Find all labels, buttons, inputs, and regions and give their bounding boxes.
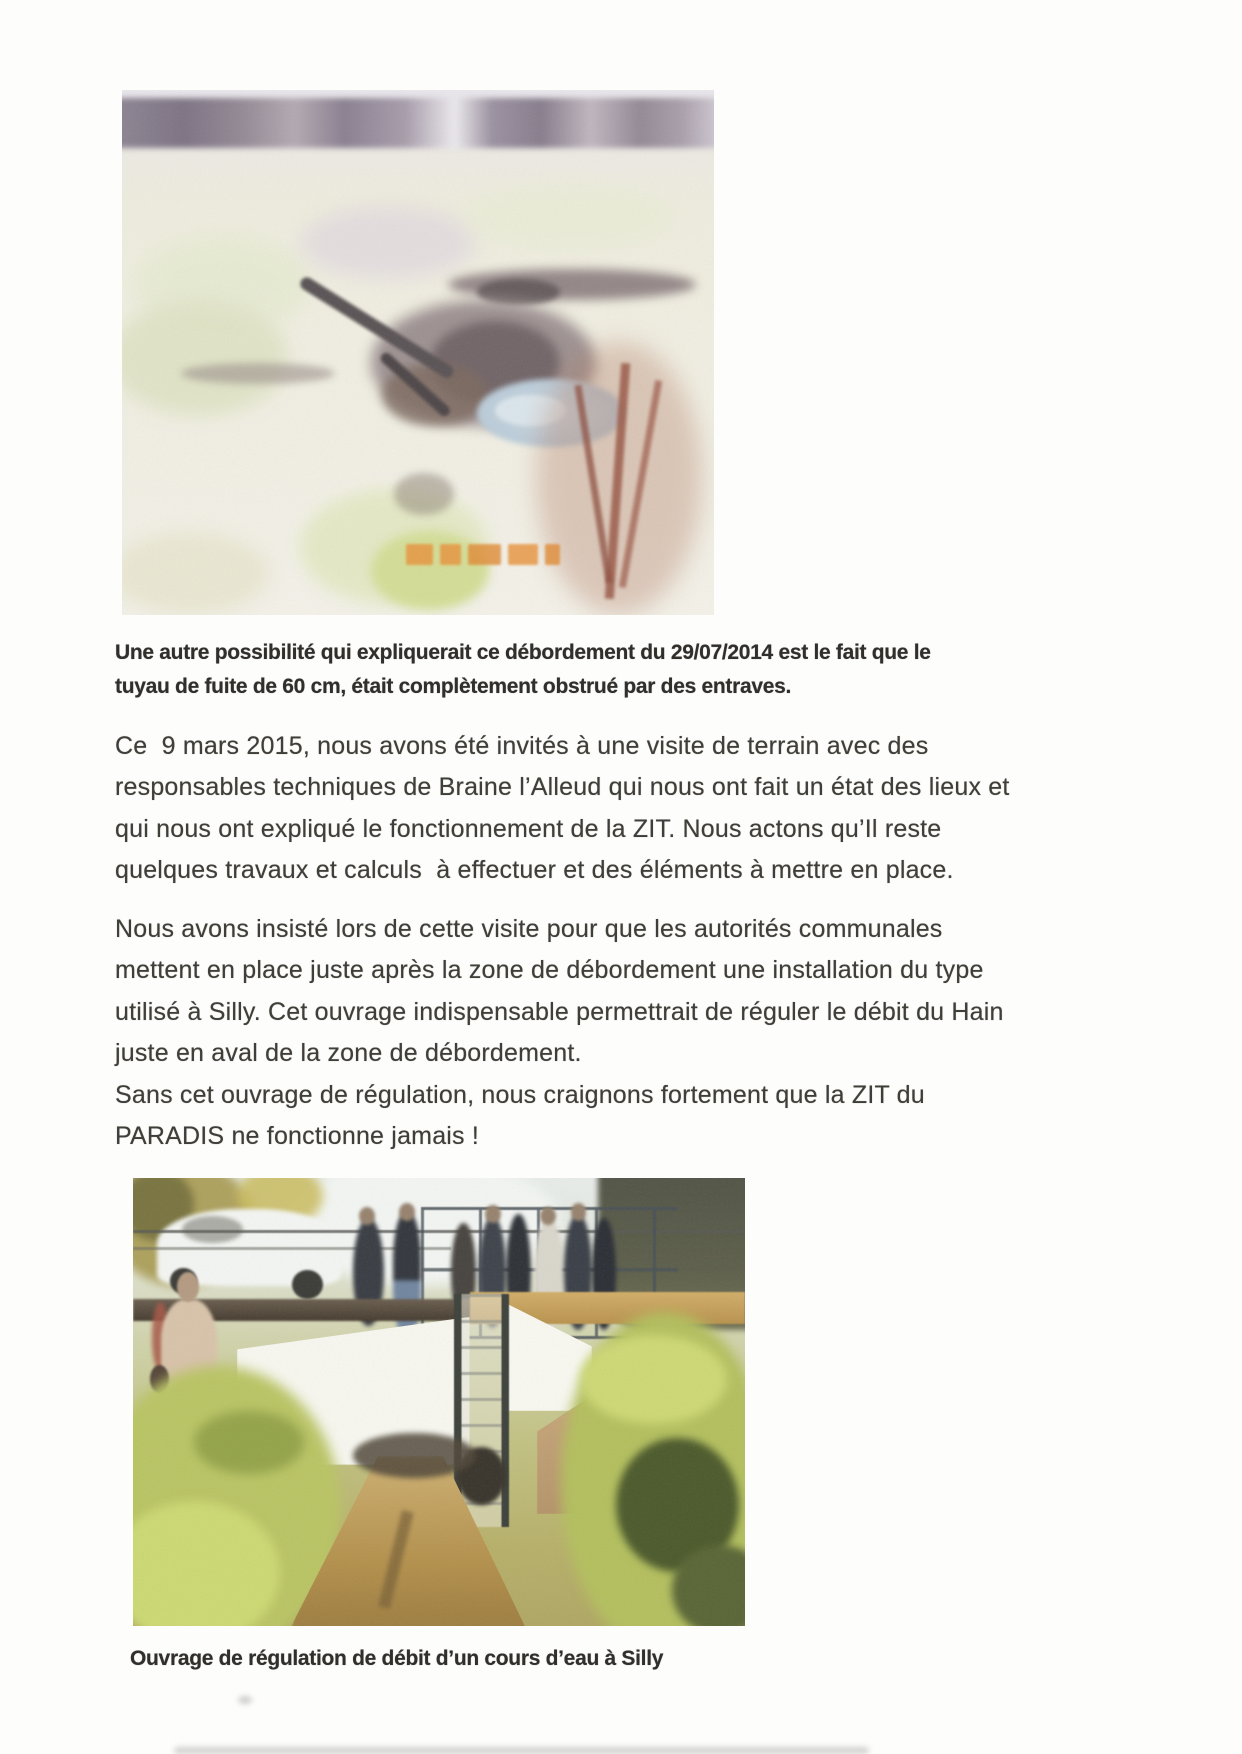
photo2-person-head [571,1203,587,1221]
photo1-date-stamp [406,544,560,565]
photo1-field-patch [465,185,672,248]
paragraph2-line: Nous avons insisté lors de cette visite pour que les autorités communales [115,915,943,943]
photo-overflow-zone [122,90,714,615]
caption-photo2: Ouvrage de régulation de débit d’un cours d’eau à Silly [130,1647,664,1670]
photo2-water-shadow [353,1433,475,1478]
photo-regulation-structure [133,1178,745,1626]
paragraph1-line: quelques travaux et calculs à effectuer et des éléments à mettre en place. [115,856,954,884]
photo1-grass [122,531,270,615]
photo2-person-head [399,1203,415,1221]
paragraph2-line: Sans cet ouvrage de régulation, nous craignons fortement que la ZIT du [115,1081,925,1109]
paragraph2-line: utilisé à Silly. Cet ouvrage indispensable permettrait de réguler le débit du Hain [115,998,1004,1026]
paragraph1-line: responsables techniques de Braine l’Alleud qui nous ont fait un état des lieux et [115,773,1010,801]
photo2-car-wheel [292,1270,323,1299]
photo1-grass-speck [394,473,453,515]
photo2-walker-head [177,1272,199,1302]
photo1-treeline [122,98,714,148]
paragraph1-line: qui nous ont expliqué le fonctionnement de la ZIT. Nous actons qu’Il reste [115,815,942,843]
scan-edge-shadow [174,1747,870,1754]
paragraph1-line: Ce 9 mars 2015, nous avons été invités à une visite de terrain avec des [115,732,929,760]
caption-photo1-line1: Une autre possibilité qui expliquerait ce débordement du 29/07/2014 est le fait que le [115,641,931,664]
photo2-person-head [485,1205,501,1223]
paragraph2-line: juste en aval de la zone de débordement. [115,1039,582,1067]
photo2-person-head [540,1207,556,1225]
paragraph2-line: PARADIS ne fonctionne jamais ! [115,1122,480,1150]
photo2-left-bank-dark [194,1411,304,1474]
photo2-right-bank-bright [580,1335,727,1425]
scan-smudge [238,1696,252,1704]
photo1-brush [181,363,335,384]
photo1-field-patch [300,206,478,280]
caption-photo1-line2: tuyau de fuite de 60 cm, était complètement obstrué par des entraves. [115,675,792,698]
paragraph2-line: mettent en place juste après la zone de débordement une installation du type [115,956,984,984]
photo1-mound [122,300,288,416]
photo1-grass [371,531,489,610]
